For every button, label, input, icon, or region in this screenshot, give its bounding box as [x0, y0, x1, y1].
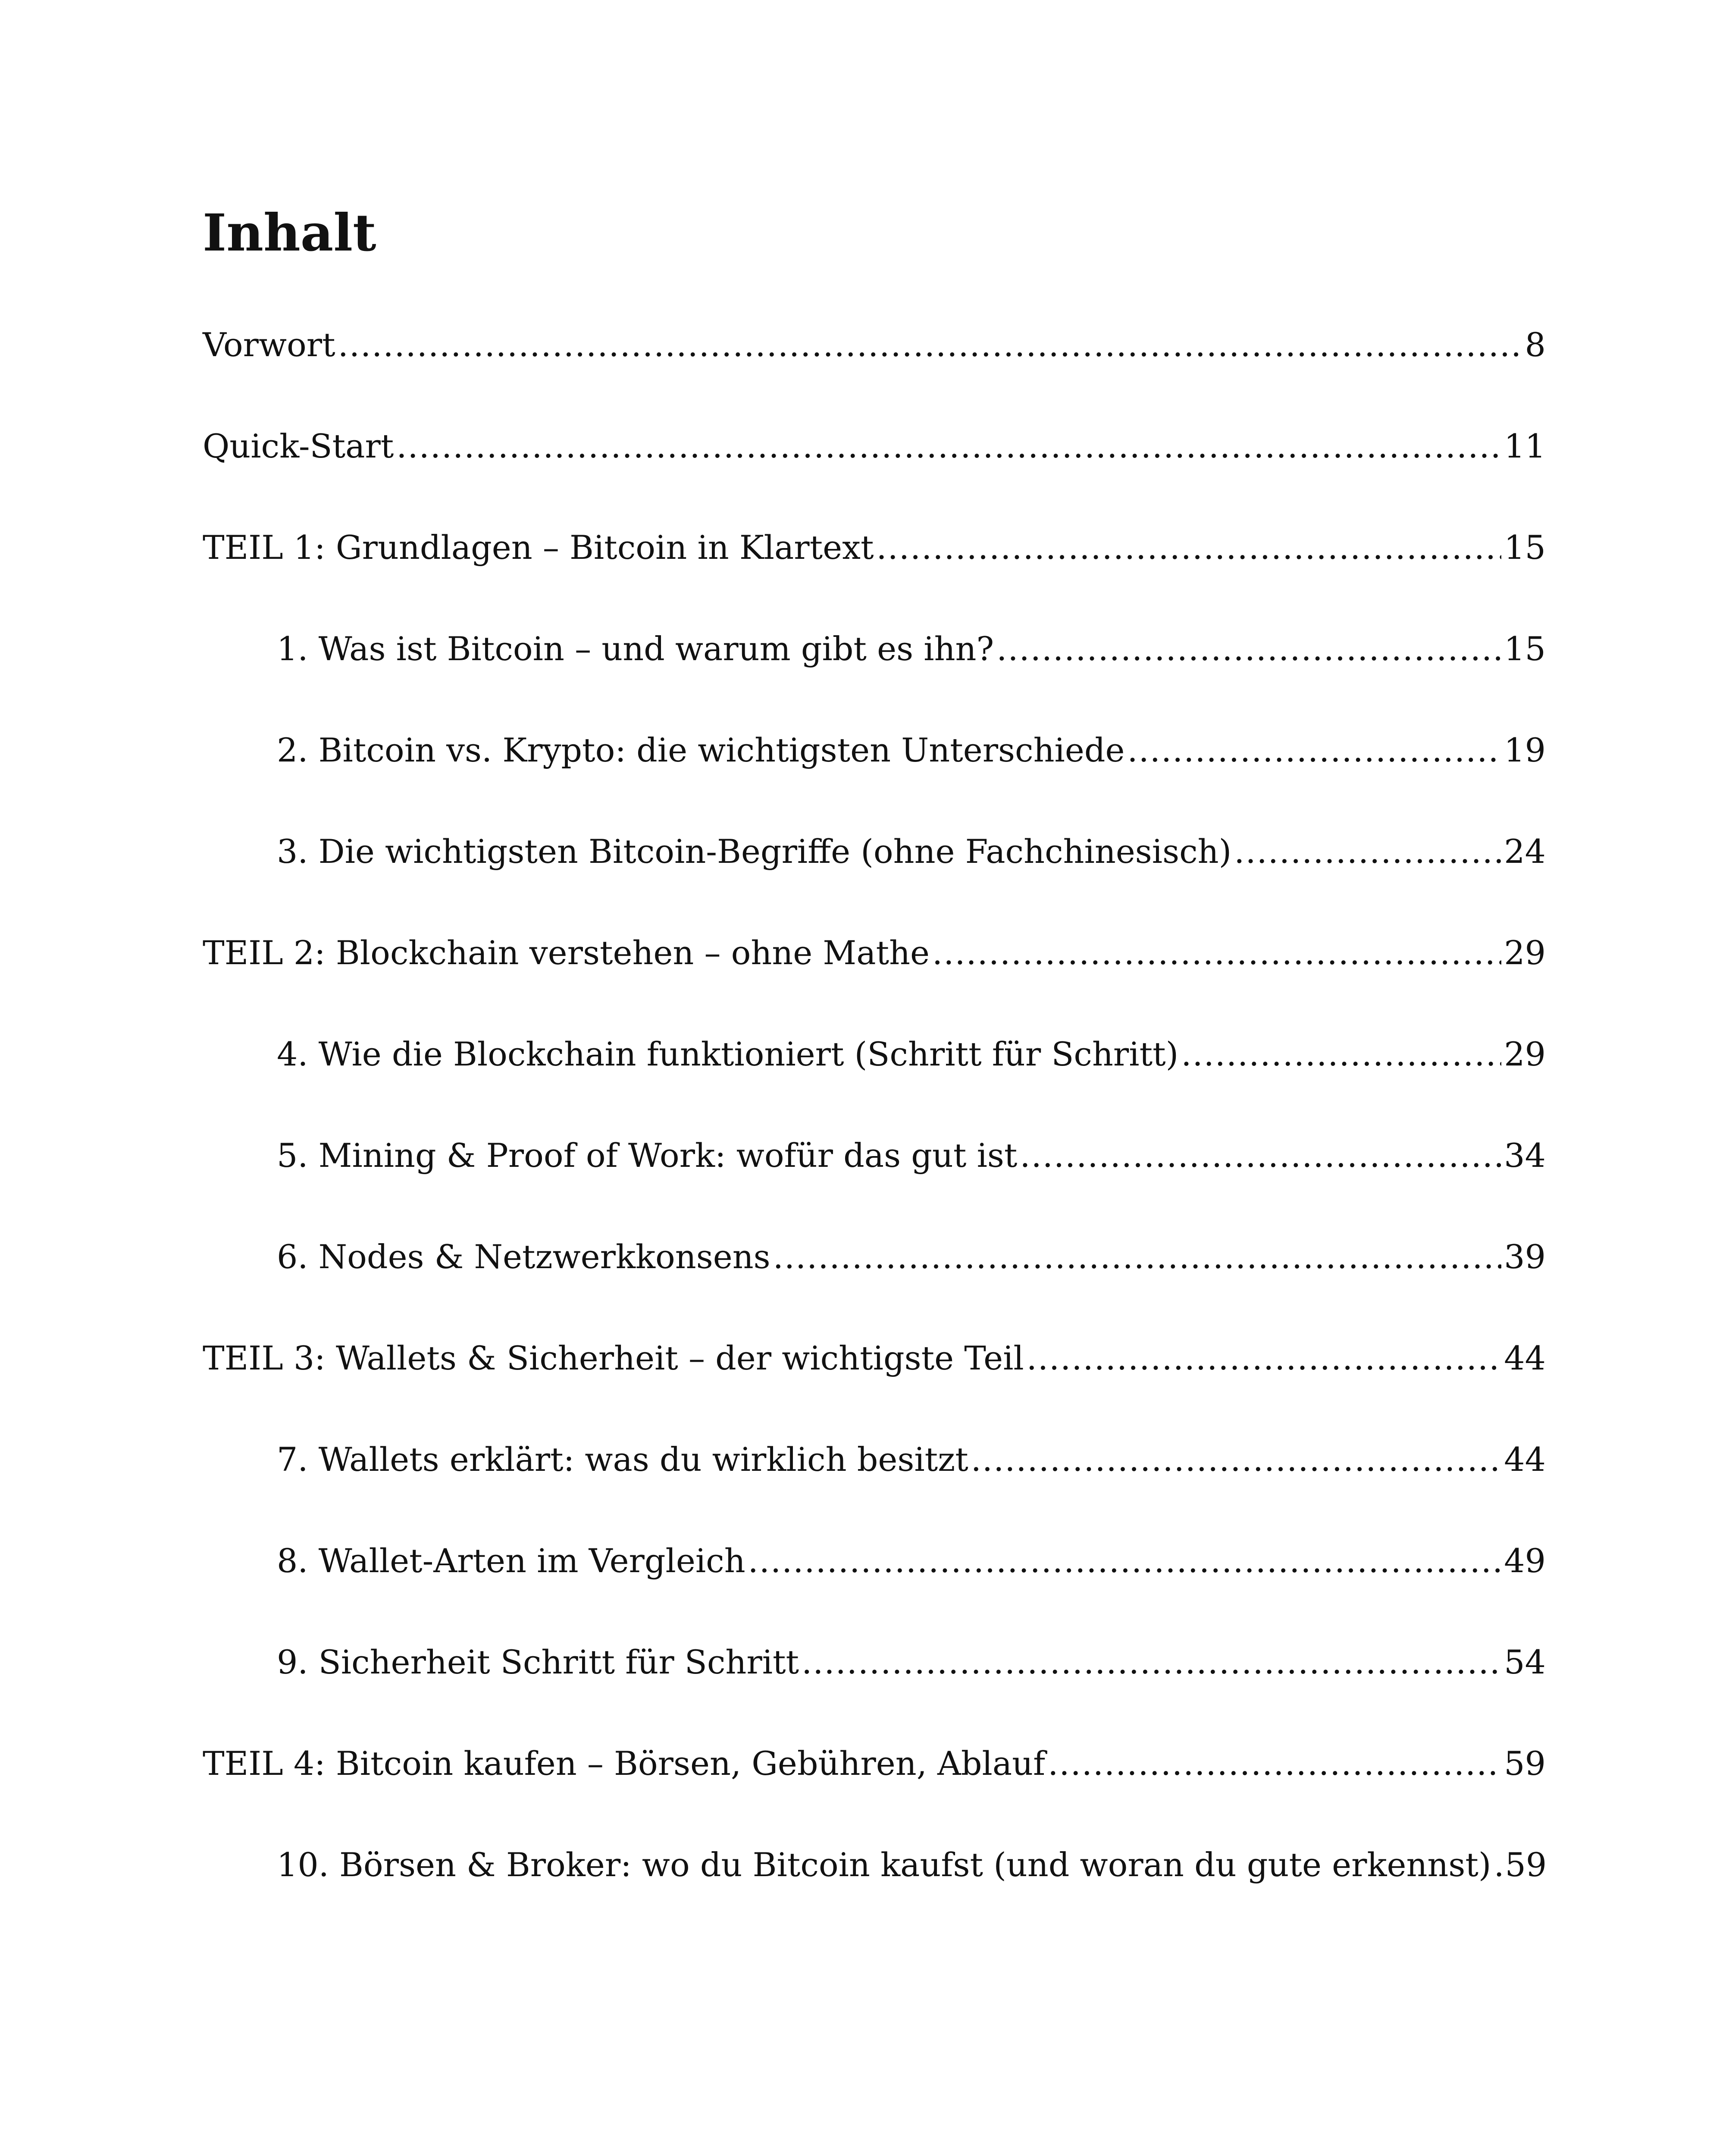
toc-entry-chapter-3[interactable] — [203, 826, 1546, 927]
toc-entry-label: 5. Mining & Proof of Work: wofür das gut ist — [277, 1136, 1018, 1175]
dot-leader — [396, 420, 1501, 472]
toc-entry-label: 9. Sicherheit Schritt für Schritt — [277, 1643, 799, 1681]
toc-entry-label: Quick-Start — [203, 427, 394, 465]
toc-entry-teil-2[interactable] — [203, 927, 1546, 1028]
toc-entry-page: 11 — [1504, 427, 1546, 465]
toc-entry-page: 24 — [1504, 832, 1546, 871]
toc-entry-page: 59 — [1504, 1744, 1546, 1783]
dot-leader — [748, 1535, 1502, 1587]
toc-entry-label: 8. Wallet-Arten im Vergleich — [277, 1542, 745, 1580]
toc-entry-chapter-4[interactable] — [203, 1028, 1546, 1130]
toc-entry-label: TEIL 2: Blockchain verstehen – ohne Mathe — [203, 934, 930, 972]
toc-entry-page: 15 — [1504, 630, 1546, 668]
dot-leader — [1048, 1738, 1501, 1789]
toc-entry-label: 4. Wie die Blockchain funktioniert (Schritt für Schritt) — [277, 1035, 1179, 1073]
toc-entry-page: 39 — [1504, 1238, 1546, 1276]
toc-entry-page: 34 — [1504, 1136, 1546, 1175]
toc-title: Inhalt — [203, 203, 376, 263]
toc-entry-page: 19 — [1504, 731, 1546, 769]
toc-entry-label: Vorwort — [203, 326, 335, 364]
toc-entry-page: 59 — [1505, 1846, 1547, 1884]
toc-entry-label: 3. Die wichtigsten Bitcoin-Begriffe (ohne Fachchinesisch) — [277, 832, 1232, 871]
toc-entry-page: 15 — [1504, 528, 1546, 567]
toc-entry-label: 2. Bitcoin vs. Krypto: die wichtigsten Unterschiede — [277, 731, 1125, 769]
dot-leader — [971, 1434, 1502, 1485]
dot-leader — [1494, 1839, 1503, 1891]
toc-entry-vorwort[interactable] — [203, 319, 1546, 420]
toc-entry-chapter-10[interactable] — [203, 1839, 1546, 1940]
toc-entry-teil-1[interactable] — [203, 522, 1546, 623]
toc-entry-label: 7. Wallets erklärt: was du wirklich besitzt — [277, 1440, 968, 1479]
dot-leader — [773, 1231, 1502, 1283]
toc-entry-page: 44 — [1504, 1339, 1546, 1377]
dot-leader — [996, 623, 1501, 675]
toc-entry-label: TEIL 1: Grundlagen – Bitcoin in Klartext — [203, 528, 874, 567]
toc-entry-chapter-7[interactable] — [203, 1434, 1546, 1535]
toc-list — [203, 319, 1546, 1940]
toc-entry-page: 49 — [1504, 1542, 1546, 1580]
toc-entry-teil-4[interactable] — [203, 1738, 1546, 1839]
toc-entry-quick-start[interactable] — [203, 420, 1546, 522]
toc-entry-chapter-8[interactable] — [203, 1535, 1546, 1636]
toc-entry-chapter-1[interactable] — [203, 623, 1546, 724]
dot-leader — [932, 927, 1501, 979]
toc-entry-label: 10. Börsen & Broker: wo du Bitcoin kaufst (und woran du gute erkennst) — [277, 1846, 1491, 1884]
toc-entry-label: 1. Was ist Bitcoin – und warum gibt es ihn? — [277, 630, 994, 668]
dot-leader — [1020, 1130, 1501, 1181]
dot-leader — [802, 1636, 1501, 1688]
toc-entry-page: 54 — [1504, 1643, 1546, 1681]
toc-entry-label: 6. Nodes & Netzwerkkonsens — [277, 1238, 770, 1276]
dot-leader — [877, 522, 1502, 573]
toc-entry-teil-3[interactable] — [203, 1332, 1546, 1434]
toc-entry-label: TEIL 3: Wallets & Sicherheit – der wichtigste Teil — [203, 1339, 1024, 1377]
dot-leader — [1181, 1028, 1501, 1080]
dot-leader — [1027, 1332, 1502, 1384]
toc-entry-chapter-6[interactable] — [203, 1231, 1546, 1332]
toc-entry-chapter-9[interactable] — [203, 1636, 1546, 1738]
toc-entry-page: 44 — [1504, 1440, 1546, 1479]
dot-leader — [1234, 826, 1501, 877]
toc-entry-label: TEIL 4: Bitcoin kaufen – Börsen, Gebühren, Ablauf — [203, 1744, 1046, 1783]
toc-entry-chapter-5[interactable] — [203, 1130, 1546, 1231]
toc-entry-page: 29 — [1504, 934, 1546, 972]
toc-entry-chapter-2[interactable] — [203, 724, 1546, 826]
toc-entry-page: 29 — [1504, 1035, 1546, 1073]
dot-leader — [338, 319, 1522, 371]
toc-entry-page: 8 — [1525, 326, 1546, 364]
dot-leader — [1127, 724, 1501, 776]
